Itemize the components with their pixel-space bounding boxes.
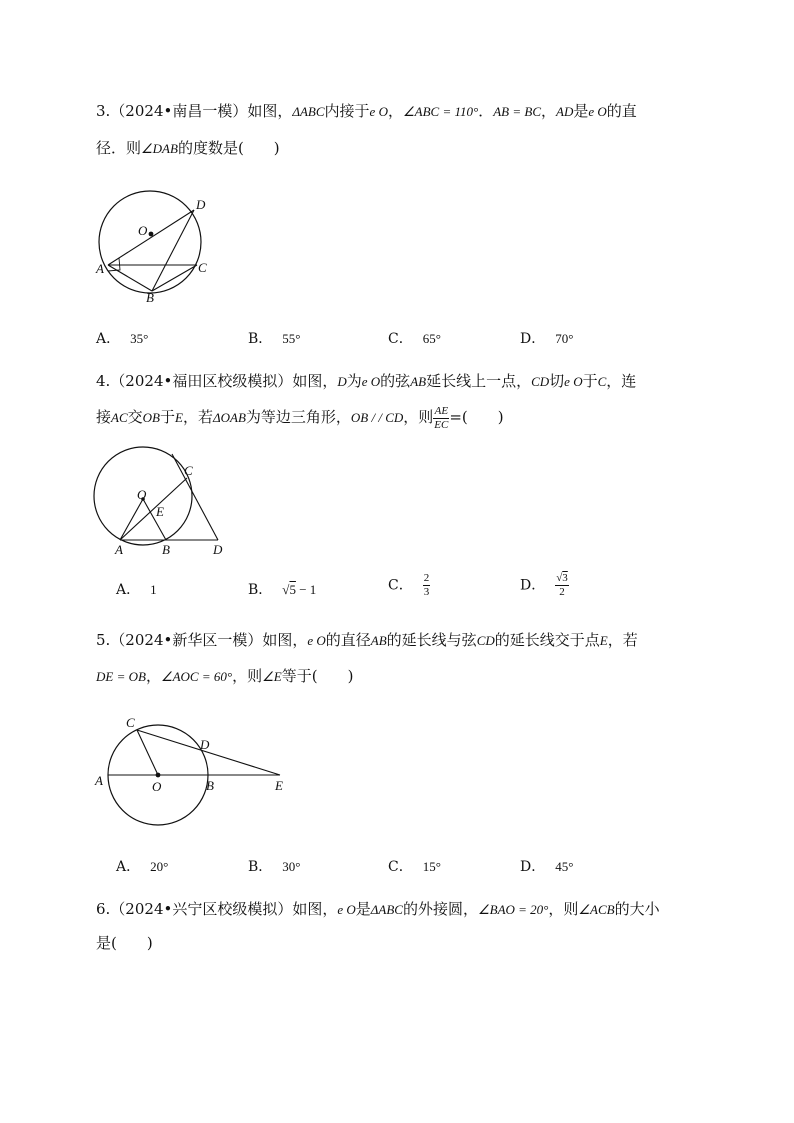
option-letter: A．: [116, 859, 141, 875]
q4-math: AC: [111, 410, 128, 425]
option-value: 55°: [282, 331, 301, 346]
q4-text: 接: [96, 408, 112, 426]
fraction-numerator: 2: [423, 572, 430, 584]
q4-text: =( ): [449, 408, 504, 426]
label-e: E: [275, 778, 283, 793]
q5-math: ∠AOC = 60°: [160, 669, 233, 684]
option-value: 70°: [555, 331, 574, 346]
option-value: 65°: [422, 331, 441, 346]
q3-stem-line1: [96, 101, 637, 122]
q5-text: ，: [145, 667, 161, 685]
q4-math: OB: [142, 410, 160, 425]
option-value: √5 − 1: [282, 582, 317, 597]
q4-fraction: [433, 405, 449, 432]
q3-text: ，: [541, 102, 557, 120]
q3-text: ，: [387, 102, 403, 120]
fraction-denominator: 3: [423, 586, 430, 598]
label-b: B: [206, 778, 214, 793]
option-letter: C．: [388, 577, 413, 594]
center-dot: [156, 773, 161, 778]
q3-math: AB = BC: [493, 104, 541, 119]
q6-math: ∠ACB: [578, 902, 615, 917]
q4-math: AB: [410, 374, 427, 389]
q6-math: e O: [337, 902, 356, 917]
q4-text: 交: [127, 408, 143, 426]
q4-text: ，若: [182, 408, 213, 426]
q4-math: CD: [531, 374, 550, 389]
q4-stem-line1: [96, 371, 636, 392]
segment-oa: [120, 499, 143, 540]
label-b: B: [146, 290, 154, 305]
q4-option-d[interactable]: [520, 572, 569, 599]
q4-text: 切: [549, 372, 565, 390]
q5-math: CD: [476, 633, 495, 648]
q6-text: 的大小: [614, 900, 660, 918]
option-letter: D．: [520, 859, 546, 875]
q5-text: 的直径: [325, 631, 371, 649]
label-c: C: [198, 260, 207, 275]
q3-text: 3.（2024•南昌一模）如图，: [96, 102, 293, 120]
q4-text: 为等边三角形，: [245, 408, 351, 426]
q4-option-a[interactable]: [116, 579, 157, 599]
q6-text: 是: [355, 900, 371, 918]
option-value: 1: [150, 582, 157, 597]
value-rest: − 1: [295, 582, 317, 597]
q3-option-b[interactable]: [248, 328, 301, 348]
option-letter: A．: [96, 331, 121, 347]
option-value: 35°: [130, 331, 149, 346]
q4-figure: [90, 454, 230, 559]
q4-math: C: [597, 374, 607, 389]
q4-math: OB / / CD: [350, 410, 404, 425]
tangent-cd: [172, 454, 218, 540]
q6-stem-line2: [96, 933, 153, 953]
q6-text: ，则: [548, 900, 579, 918]
q4-text: ，则: [403, 408, 434, 426]
option-value: 45°: [555, 859, 574, 874]
label-b: B: [162, 542, 170, 557]
q4-text: 4.（2024•福田区校级模拟）如图，: [96, 372, 338, 390]
q5-text: 5.（2024•新华区一模）如图，: [96, 631, 308, 649]
q5-math: ∠E: [262, 669, 282, 684]
q5-math: e O: [307, 633, 326, 648]
q6-text: 是( ): [96, 934, 153, 952]
q4-math: E: [175, 410, 183, 425]
q5-text: ，则: [232, 667, 263, 685]
q3-figure: [90, 190, 230, 310]
q4-text: 于: [582, 372, 598, 390]
center-dot: [149, 232, 154, 237]
label-d: D: [213, 542, 223, 557]
label-o: O: [138, 223, 148, 238]
q5-text: ，若: [607, 631, 638, 649]
q5-text: 等于( ): [281, 667, 354, 685]
q5-math: DE = OB: [96, 669, 146, 684]
segment-ad: [108, 210, 194, 265]
q4-option-c[interactable]: [388, 572, 430, 599]
label-e: E: [156, 504, 164, 519]
option-letter: D．: [520, 331, 546, 347]
option-value: 15°: [422, 859, 441, 874]
q4-math: e O: [564, 374, 583, 389]
q3-text: 是: [573, 102, 589, 120]
radicand: 5: [289, 582, 296, 597]
q6-math: ∠BAO = 20°: [477, 902, 549, 917]
label-o: O: [137, 487, 147, 502]
q4-text: ，连: [606, 372, 637, 390]
option-letter: B．: [248, 582, 273, 598]
q3-text: ．: [478, 102, 494, 120]
q4-option-b[interactable]: [248, 579, 316, 599]
option-value: 30°: [282, 859, 301, 874]
q5-stem-line1: [96, 630, 638, 651]
option-letter: D．: [520, 577, 546, 594]
option-letter: B．: [248, 331, 273, 347]
q3-math: e O: [588, 104, 607, 119]
q5-option-c[interactable]: [388, 856, 441, 876]
q4-math: ΔOAB: [212, 410, 246, 425]
option-letter: B．: [248, 859, 273, 875]
label-o: O: [152, 779, 162, 794]
q5-option-b[interactable]: [248, 856, 301, 876]
q6-math: ΔABC: [370, 902, 403, 917]
label-c: C: [126, 715, 135, 730]
q3-option-c[interactable]: [388, 328, 441, 348]
circle-o: [99, 191, 201, 293]
q5-text: 的延长线与弦: [386, 631, 477, 649]
q5-text: 的延长线交于点: [494, 631, 600, 649]
q3-text: 的直: [606, 102, 637, 120]
q4-text: 的弦: [380, 372, 411, 390]
label-a: A: [96, 261, 104, 276]
fraction-numerator: √3: [556, 572, 568, 584]
radicand: 3: [562, 572, 568, 584]
q5-stem-line2: [96, 666, 353, 687]
label-c: C: [184, 463, 193, 478]
q3-math: ∠ABC = 110°: [402, 104, 479, 119]
q3-text: 的度数是( ): [177, 139, 280, 157]
label-a: A: [115, 542, 123, 557]
q4-text: 于: [160, 408, 176, 426]
q4-text: 延长线上一点，: [426, 372, 532, 390]
label-d: D: [200, 737, 210, 752]
option-letter: A．: [116, 582, 141, 598]
q3-option-a[interactable]: [96, 328, 148, 348]
q4-text: 为: [346, 372, 362, 390]
q3-option-d[interactable]: [520, 328, 573, 348]
option-letter: C．: [388, 331, 413, 347]
fraction-numerator: AE: [434, 404, 449, 417]
q5-option-a[interactable]: [116, 856, 168, 876]
option-value: 20°: [150, 859, 169, 874]
label-d: D: [196, 197, 206, 212]
q6-stem-line1: [96, 899, 660, 920]
q6-text: 6.（2024•兴宁区校级模拟）如图，: [96, 900, 338, 918]
option-letter: C．: [388, 859, 413, 875]
q5-figure: [90, 712, 300, 832]
q4-math: e O: [361, 374, 381, 389]
q5-option-d[interactable]: [520, 856, 573, 876]
q4-stem-line2: [96, 404, 504, 432]
option-fraction: [423, 572, 431, 599]
q3-text: 内接于: [324, 102, 370, 120]
q3-math: e O: [369, 104, 388, 119]
q6-text: 的外接圆，: [402, 900, 478, 918]
q4-math: D: [337, 374, 347, 389]
q5-math: AB: [370, 633, 387, 648]
q3-math: ∠DAB: [141, 141, 178, 156]
q3-math: AD: [556, 104, 574, 119]
fraction-denominator: EC: [434, 418, 449, 431]
q3-math: ΔABC: [292, 104, 325, 119]
q3-stem-line2: [96, 138, 280, 159]
label-a: A: [95, 773, 103, 788]
option-fraction: [555, 572, 569, 599]
segment-oc: [137, 730, 158, 775]
fraction-denominator: 2: [559, 586, 565, 598]
q3-text: 径．则: [96, 139, 142, 157]
q5-math: E: [599, 633, 608, 648]
